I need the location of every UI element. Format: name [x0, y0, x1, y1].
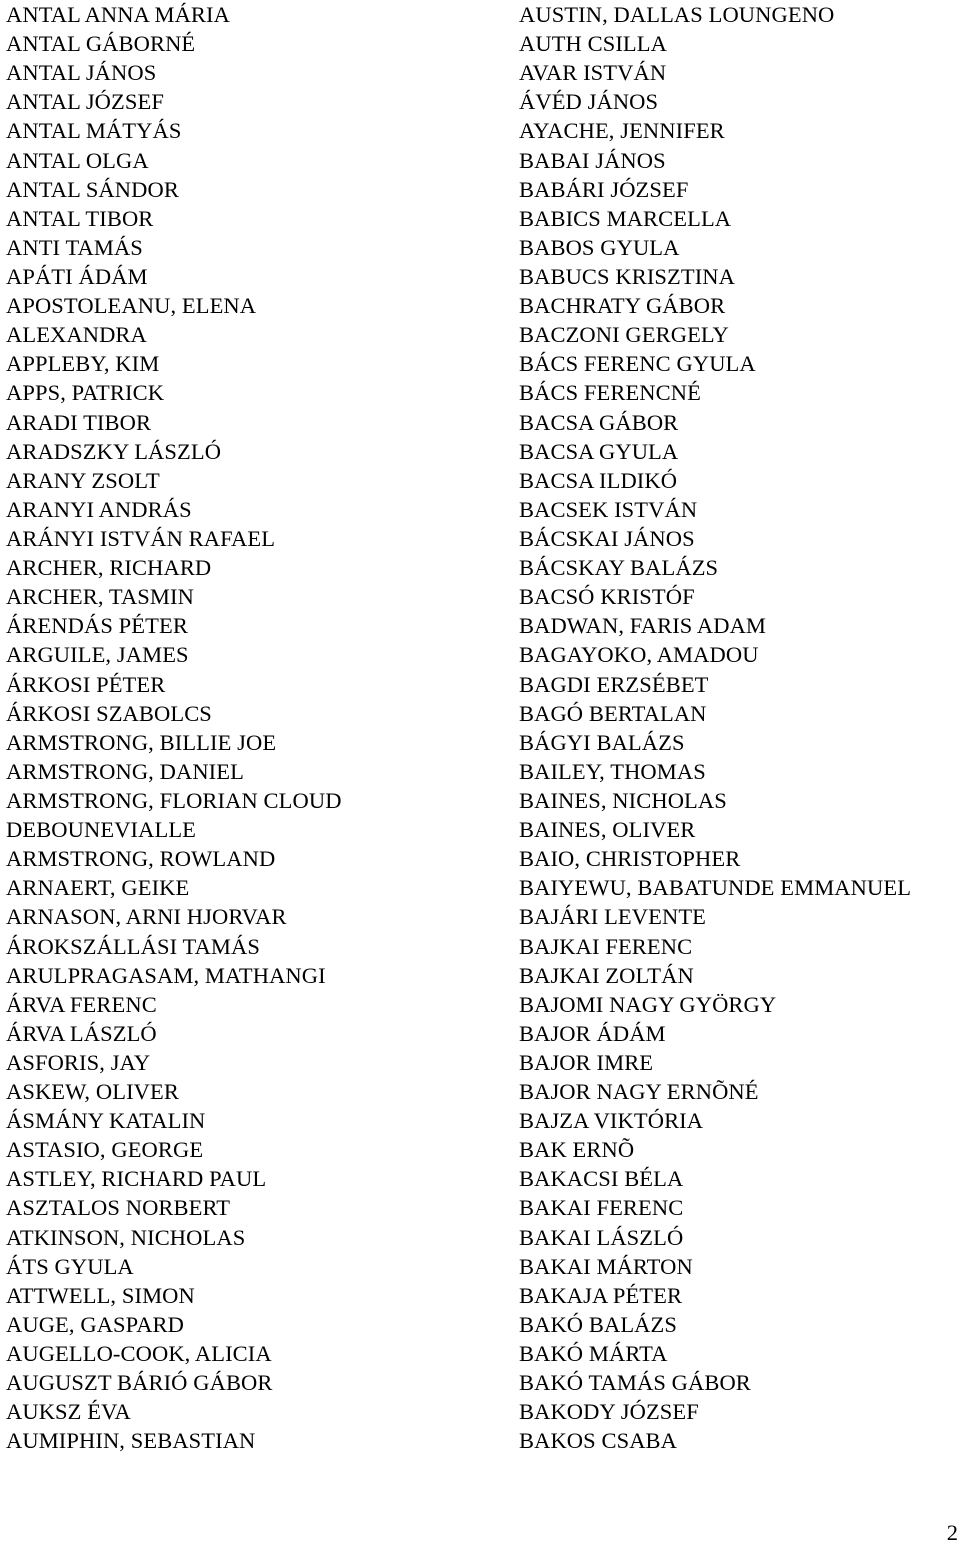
name-entry: AUSTIN, DALLAS LOUNGENO: [519, 2, 835, 27]
name-entry: BÁCSKAI JÁNOS: [519, 525, 695, 551]
name-entry: BACSÓ KRISTÓF: [519, 584, 695, 610]
name-entry: AUGELLO-COOK, ALICIA: [6, 1341, 272, 1367]
name-entry: ARMSTRONG, FLORIAN CLOUD: [6, 787, 342, 813]
name-entry: BAKACSI BÉLA: [519, 1166, 684, 1192]
name-entry: ARGUILE, JAMES: [6, 642, 189, 668]
name-entry: ÁRVA LÁSZLÓ: [6, 1020, 157, 1046]
name-entry: AUTH CSILLA: [519, 31, 667, 57]
name-entry: ANTAL TIBOR: [6, 205, 154, 231]
name-entry: BAINES, OLIVER: [519, 817, 696, 843]
name-entry: ATTWELL, SIMON: [6, 1282, 195, 1308]
name-entry: AUMIPHIN, SEBASTIAN: [6, 1428, 256, 1454]
name-entry: ARNASON, ARNI HJORVAR: [6, 904, 287, 930]
name-entry: AVAR ISTVÁN: [519, 60, 667, 86]
name-entry: DEBOUNEVIALLE: [6, 817, 197, 843]
name-entry: BAJOR ÁDÁM: [519, 1020, 666, 1046]
name-entry: BABUCS KRISZTINA: [519, 263, 735, 289]
name-entry: AUGUSZT BÁRIÓ GÁBOR: [6, 1370, 273, 1396]
name-entry: ANTAL GÁBORNÉ: [6, 31, 196, 57]
name-entry: BÁCS FERENC GYULA: [519, 351, 756, 377]
name-entry: BAJOMI NAGY GYÖRGY: [519, 991, 777, 1017]
name-entry: ÁTS GYULA: [6, 1253, 134, 1279]
name-entry: ÁRKOSI SZABOLCS: [6, 700, 212, 726]
name-entry: BABOS GYULA: [519, 234, 680, 260]
name-entry: AUGE, GASPARD: [6, 1311, 185, 1337]
name-entry: BABAI JÁNOS: [519, 147, 666, 173]
name-entry: BAK ERNÕ: [519, 1137, 635, 1163]
name-entry: ANTAL JÓZSEF: [6, 89, 164, 115]
name-entry: ATKINSON, NICHOLAS: [6, 1224, 246, 1250]
name-entry: BAKÓ MÁRTA: [519, 1341, 668, 1367]
name-entry: BAKODY JÓZSEF: [519, 1399, 699, 1425]
name-entry: BAJZA VIKTÓRIA: [519, 1108, 704, 1134]
name-entry: BÁCS FERENCNÉ: [519, 380, 701, 406]
name-entry: BÁGYI BALÁZS: [519, 729, 685, 755]
name-entry: ÁRVA FERENC: [6, 991, 157, 1017]
name-entry: AUKSZ ÉVA: [6, 1399, 131, 1425]
name-entry: ÁVÉD JÁNOS: [519, 89, 659, 115]
name-entry: BACSA GÁBOR: [519, 409, 679, 435]
page-number: 2: [946, 1520, 958, 1545]
name-entry: BAGDI ERZSÉBET: [519, 671, 709, 697]
name-entry: BAJKAI ZOLTÁN: [519, 962, 694, 988]
name-entry: ÁRENDÁS PÉTER: [6, 613, 188, 639]
name-entry: BABICS MARCELLA: [519, 205, 732, 231]
name-entry: BAKAI LÁSZLÓ: [519, 1224, 684, 1250]
name-entry: BAGÓ BERTALAN: [519, 700, 707, 726]
name-entry: ÁROKSZÁLLÁSI TAMÁS: [6, 933, 260, 959]
name-entry: APOSTOLEANU, ELENA: [6, 293, 257, 319]
name-entry: BAGAYOKO, AMADOU: [519, 642, 759, 668]
name-entry: APPS, PATRICK: [6, 380, 165, 406]
name-entry: BACZONI GERGELY: [519, 322, 729, 348]
name-entry: ARMSTRONG, BILLIE JOE: [6, 729, 277, 755]
name-entry: ARADSZKY LÁSZLÓ: [6, 438, 222, 464]
name-entry: ASFORIS, JAY: [6, 1049, 151, 1075]
name-entry: BAJOR IMRE: [519, 1049, 654, 1075]
name-entry: ASKEW, OLIVER: [6, 1079, 179, 1105]
name-entry: ALEXANDRA: [6, 322, 147, 348]
name-entry: ARANY ZSOLT: [6, 467, 160, 493]
name-entry: BAKAJA PÉTER: [519, 1282, 683, 1308]
name-entry: ARULPRAGASAM, MATHANGI: [6, 962, 326, 988]
name-entry: BAKAI FERENC: [519, 1195, 684, 1221]
name-entry: ARNAERT, GEIKE: [6, 875, 190, 901]
name-entry: AYACHE, JENNIFER: [519, 118, 725, 144]
name-entry: BACSA ILDIKÓ: [519, 467, 678, 493]
name-entry: ANTAL MÁTYÁS: [6, 118, 182, 144]
name-entry: BAKOS CSABA: [519, 1428, 678, 1454]
name-entry: BAKÓ TAMÁS GÁBOR: [519, 1370, 751, 1396]
name-entry: ARÁNYI ISTVÁN RAFAEL: [6, 525, 276, 551]
name-entry: BAILEY, THOMAS: [519, 758, 706, 784]
name-entry: ARADI TIBOR: [6, 409, 152, 435]
name-entry: BAIO, CHRISTOPHER: [519, 846, 741, 872]
name-entry: ARANYI ANDRÁS: [6, 496, 192, 522]
name-entry: BAJÁRI LEVENTE: [519, 904, 707, 930]
name-entry: ÁRKOSI PÉTER: [6, 671, 166, 697]
name-entry: BADWAN, FARIS ADAM: [519, 613, 767, 639]
name-entry: APÁTI ÁDÁM: [6, 263, 148, 289]
name-entry: ASTASIO, GEORGE: [6, 1137, 204, 1163]
name-entry: BÁCSKAY BALÁZS: [519, 555, 719, 581]
name-entry: ANTAL ANNA MÁRIA: [6, 2, 230, 27]
name-entry: ÁSMÁNY KATALIN: [6, 1108, 206, 1134]
name-entry: APPLEBY, KIM: [6, 351, 160, 377]
name-entry: BAKAI MÁRTON: [519, 1253, 693, 1279]
name-entry: ASTLEY, RICHARD PAUL: [6, 1166, 267, 1192]
name-entry: ARMSTRONG, ROWLAND: [6, 846, 276, 872]
name-entry: BAJOR NAGY ERNÕNÉ: [519, 1079, 759, 1105]
name-entry: BACSEK ISTVÁN: [519, 496, 698, 522]
name-entry: ASZTALOS NORBERT: [6, 1195, 231, 1221]
name-entry: ANTAL SÁNDOR: [6, 176, 179, 202]
name-entry: ARCHER, TASMIN: [6, 584, 194, 610]
name-entry: BACHRATY GÁBOR: [519, 293, 726, 319]
name-entry: BAIYEWU, BABATUNDE EMMANUEL: [519, 875, 912, 901]
name-entry: ARMSTRONG, DANIEL: [6, 758, 244, 784]
name-entry: BABÁRI JÓZSEF: [519, 176, 689, 202]
name-entry: ARCHER, RICHARD: [6, 555, 212, 581]
name-entry: ANTAL JÁNOS: [6, 60, 157, 86]
name-entry: BAJKAI FERENC: [519, 933, 693, 959]
name-entry: BAINES, NICHOLAS: [519, 787, 727, 813]
name-entry: BAKÓ BALÁZS: [519, 1311, 677, 1337]
name-entry: BACSA GYULA: [519, 438, 679, 464]
name-list-right-column: [519, 0, 911, 1455]
name-list-left-column: [6, 0, 342, 1455]
name-entry: ANTI TAMÁS: [6, 234, 143, 260]
name-entry: ANTAL OLGA: [6, 147, 149, 173]
